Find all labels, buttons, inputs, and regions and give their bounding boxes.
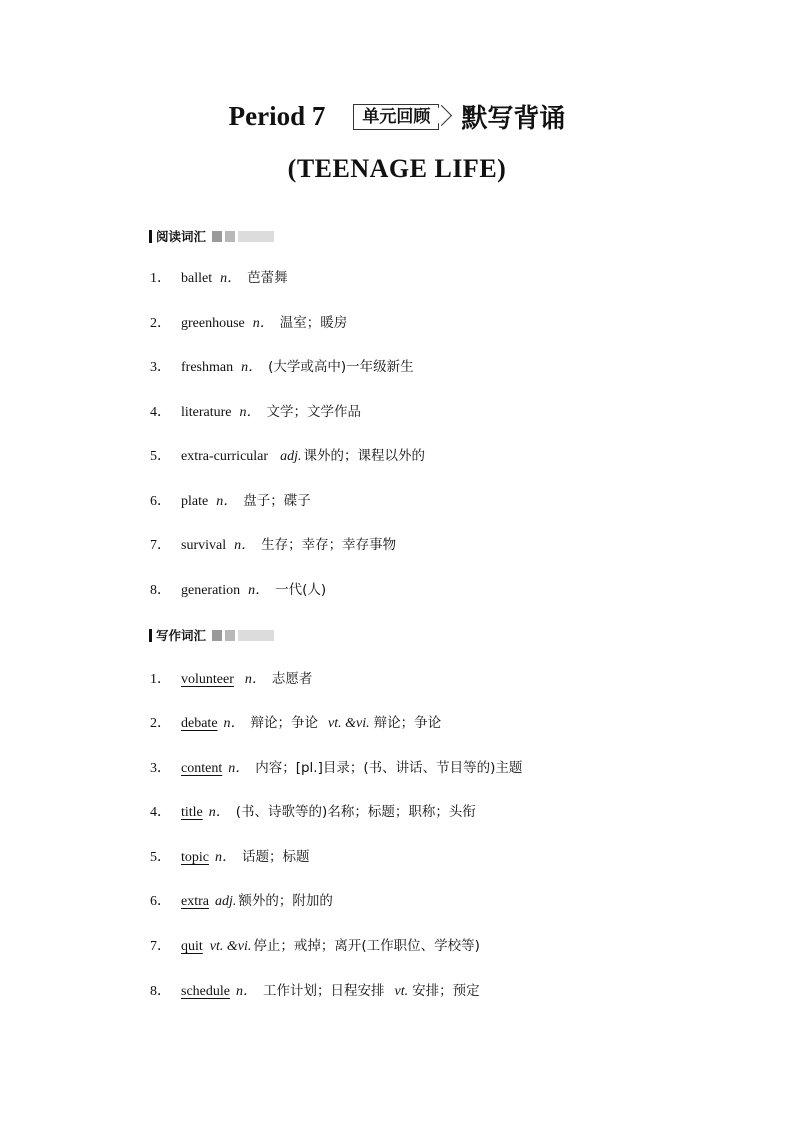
section-marker-icon — [149, 230, 152, 243]
section-header-reading — [149, 229, 274, 243]
vocab-word: volunteer — [181, 672, 234, 687]
list-item: 5． topic n． 话题；标题 — [150, 849, 310, 865]
list-item: 7． survival n． 生存；幸存；幸存事物 — [150, 537, 397, 553]
vocab-word: title — [181, 805, 203, 820]
list-item: 3． freshman n． (大学或高中)一年级新生 — [150, 359, 414, 375]
vocab-word: debate — [181, 716, 218, 731]
decorative-stripes-icon — [212, 630, 274, 641]
list-item: 6． extra adj. 额外的；附加的 — [150, 893, 333, 909]
list-item: 1． volunteer n． 志愿者 — [150, 671, 313, 687]
list-item: 5． extra-curricular adj. 课外的；课程以外的 — [150, 448, 425, 464]
vocab-word: generation — [181, 583, 241, 598]
section-label: 写作词汇 — [156, 628, 207, 643]
vocab-word: survival — [181, 538, 227, 553]
badge-label: 单元回顾 — [362, 106, 431, 127]
list-item: 4． title n． (书、诗歌等的)名称；标题；职称；头衔 — [150, 804, 476, 820]
decorative-stripes-icon — [212, 231, 274, 242]
vocab-word: plate — [181, 494, 209, 509]
list-item: 2． debate n． 辩论；争论 vt. &vi. 辩论；争论 — [150, 715, 442, 731]
vocab-word: literature — [181, 405, 232, 420]
vocab-word: freshman — [181, 360, 234, 375]
title-cn: 默写背诵 — [461, 104, 566, 134]
unit-review-badge — [353, 104, 439, 130]
vocab-word: extra-curricular — [181, 449, 269, 464]
section-marker-icon — [149, 629, 152, 642]
vocab-word: quit — [181, 939, 203, 954]
period-label: Period 7 — [228, 101, 326, 131]
vocab-word: content — [181, 761, 223, 776]
list-item: 3． content n． 内容；[pl.]目录；(书、讲话、节目等的)主题 — [150, 760, 523, 776]
list-item: 2． greenhouse n． 温室；暖房 — [150, 315, 348, 331]
page-title — [0, 98, 794, 135]
vocab-word: extra — [181, 894, 209, 909]
vocab-word: greenhouse — [181, 316, 245, 331]
vocab-word: topic — [181, 850, 209, 865]
section-header-writing — [149, 628, 274, 642]
badge-arrow-icon — [431, 104, 452, 125]
vocab-word: schedule — [181, 984, 230, 999]
list-item: 6． plate n． 盘子；碟子 — [150, 493, 311, 509]
page-subtitle: (TEENAGE LIFE) — [287, 154, 507, 183]
list-item: 7． quit vt. &vi. 停止；戒掉；离开(工作职位、学校等) — [150, 938, 480, 954]
list-item: 4． literature n． 文学；文学作品 — [150, 404, 362, 420]
list-item: 1． ballet n． 芭蕾舞 — [150, 270, 288, 286]
list-item: 8． generation n． 一代(人) — [150, 582, 327, 598]
list-item: 8． schedule n． 工作计划；日程安排 vt. 安排；预定 — [150, 983, 480, 999]
vocab-word: ballet — [181, 271, 213, 286]
section-label: 阅读词汇 — [156, 229, 207, 244]
